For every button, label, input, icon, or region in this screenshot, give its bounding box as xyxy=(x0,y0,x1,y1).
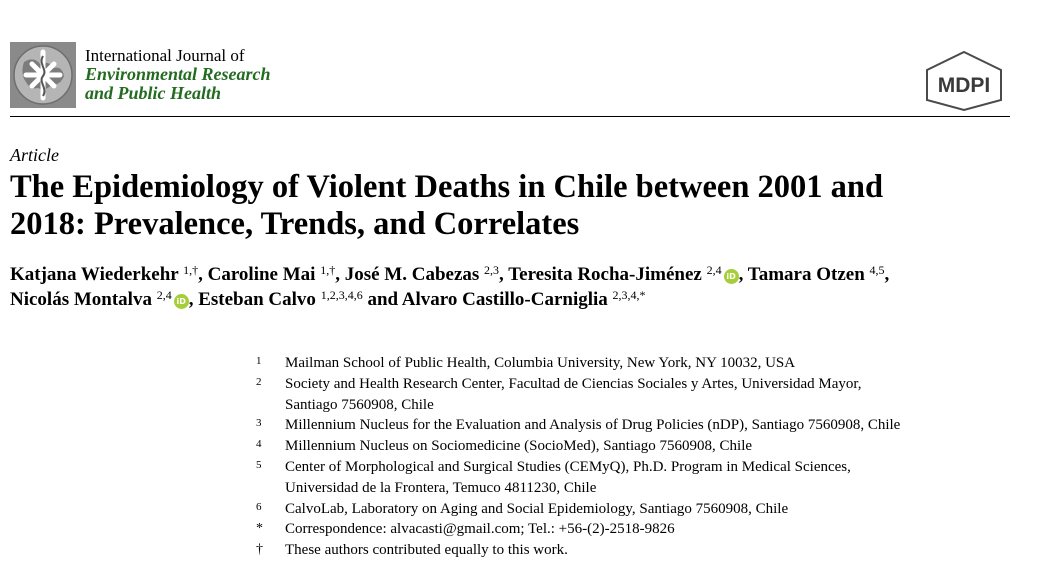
affiliation-marker: 2 xyxy=(256,375,262,388)
equal-contribution-note xyxy=(256,540,1016,561)
author-name: Teresita Rocha-Jiménez xyxy=(508,264,702,285)
author-line-2: Nicolás Montalva $^{2,4}$ iD , Esteban Calvo $^{1,2,3,4,6}$ and Alvaro Castillo-Carniglia $^{2,3,4,*}$ xyxy=(10,288,646,310)
affiliation-item xyxy=(256,499,1016,520)
affiliation-text: CalvoLab, Laboratory on Aging and Social Epidemiology, Santiago 7560908, Chile xyxy=(285,500,789,517)
author-affil-sup: 2,4 xyxy=(156,288,172,302)
affiliation-marker: * xyxy=(256,521,263,537)
title-line-2: 2018: Prevalence, Trends, and Correlates xyxy=(10,206,580,242)
affiliation-text: Millennium Nucleus for the Evaluation and Analysis of Drug Policies (nDP), Santiago 7560908, Chile xyxy=(285,417,901,434)
author-affil-sup: 1,† xyxy=(320,263,336,277)
author-affil-sup: 2,3,4,* xyxy=(612,288,646,302)
title-line-1: The Epidemiology of Violent Deaths in Chile between 2001 and xyxy=(10,169,884,205)
orcid-icon[interactable]: iD xyxy=(174,294,189,309)
author-name: Nicolás Montalva xyxy=(10,289,152,310)
affiliation-marker: 4 xyxy=(256,438,262,451)
article-type: Article xyxy=(10,145,59,165)
author-affil-sup: 2,3 xyxy=(484,263,500,277)
author-name: Tamara Otzen xyxy=(747,264,865,285)
author-list xyxy=(10,262,1050,312)
journal-name xyxy=(85,46,271,103)
affiliation-marker: 6 xyxy=(256,500,262,513)
affiliation-text: Millennium Nucleus on Sociomedicine (SocioMed), Santiago 7560908, Chile xyxy=(285,438,753,455)
affiliation-marker: † xyxy=(256,542,263,558)
affiliation-item xyxy=(256,353,1016,374)
journal-name-line2: Environmental Research xyxy=(85,64,271,84)
affiliation-text: Society and Health Research Center, Facultad de Ciencias Sociales y Artes, Universidad Mayor, xyxy=(285,375,862,392)
author-name: Esteban Calvo xyxy=(198,289,316,310)
affiliation-text: Santiago 7560908, Chile xyxy=(285,396,434,413)
author-name: Katjana Wiederkehr xyxy=(10,264,179,285)
correspondence-text[interactable]: Correspondence: alvacasti@gmail.com; Tel.: +56-(2)-2518-9826 xyxy=(285,521,675,538)
header-rule xyxy=(10,116,1010,117)
affiliation-marker: 3 xyxy=(256,417,262,430)
author-affil-sup: 2,4 xyxy=(706,263,722,277)
author-affil-sup: 1,2,3,4,6 xyxy=(320,288,363,302)
orcid-icon[interactable]: iD xyxy=(724,269,739,284)
affiliation-item xyxy=(256,436,1016,457)
journal-logo xyxy=(10,42,76,108)
journal-name-line3: and Public Health xyxy=(85,83,222,103)
mdpi-logo xyxy=(924,50,1004,112)
affiliation-item xyxy=(256,457,1016,499)
author-conjunction: and xyxy=(367,289,399,310)
affiliation-item xyxy=(256,415,1016,436)
affiliation-marker: 5 xyxy=(256,458,262,471)
affiliation-text: Center of Morphological and Surgical Studies (CEMyQ), Ph.D. Program in Medical Sciences, xyxy=(285,458,851,475)
journal-name-line1: International Journal of xyxy=(85,46,245,65)
article-title xyxy=(10,169,1040,243)
author-affil-sup: 1,† xyxy=(183,263,199,277)
affiliation-text: Universidad de la Frontera, Temuco 4811230, Chile xyxy=(285,479,597,496)
correspondence xyxy=(256,519,1016,540)
affiliation-text: Mailman School of Public Health, Columbia University, New York, NY 10032, USA xyxy=(285,355,796,371)
author-name: Alvaro Castillo-Carniglia xyxy=(401,289,608,310)
affiliation-item xyxy=(256,374,1016,416)
author-affil-sup: 4,5 xyxy=(869,263,885,277)
author-name: José M. Cabezas xyxy=(344,264,480,285)
author-name: Caroline Mai xyxy=(207,264,316,285)
affiliation-marker: 1 xyxy=(256,355,262,367)
equal-contribution-text: These authors contributed equally to this work. xyxy=(285,542,568,559)
author-line-1: Katjana Wiederkehr $^{1,\dagger}$, Caroline Mai $^{1,\dagger}$, José M. Cabezas $^{2,3}$, Teresita Rocha-Jiménez $^{2,4}$ iD , Tamara Otzen $^{4,5}$, xyxy=(10,263,890,285)
affiliation-list xyxy=(256,353,1016,561)
mdpi-logo-text: MDPI xyxy=(937,74,991,97)
journal-header xyxy=(10,40,1010,116)
